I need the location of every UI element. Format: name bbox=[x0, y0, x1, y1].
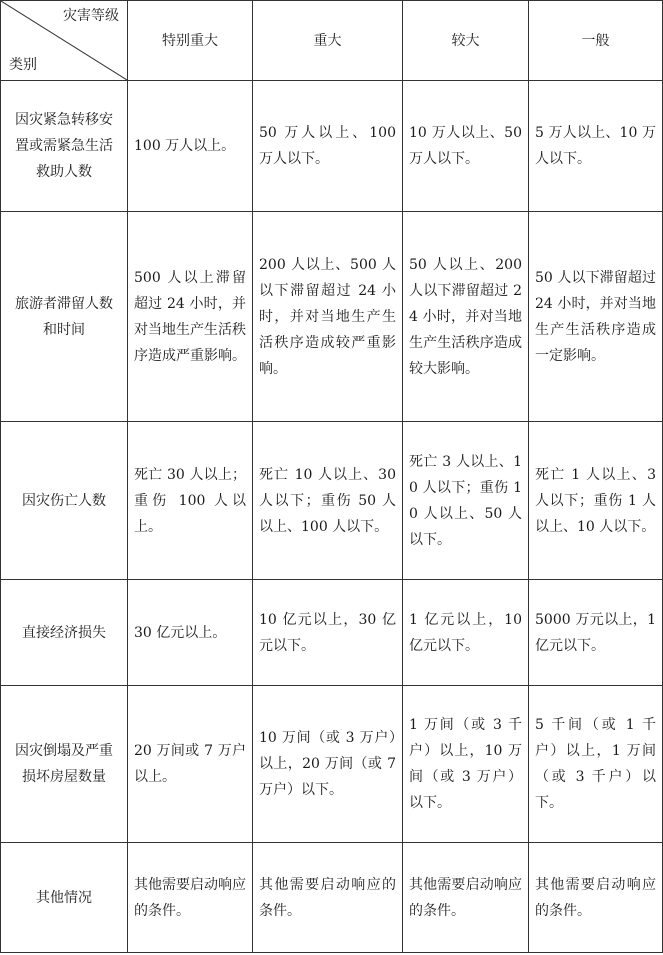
table-cell: 10 万人以上、50 万人以下。 bbox=[403, 81, 529, 212]
table-cell: 其他需要启动响应的条件。 bbox=[403, 843, 529, 953]
table-row bbox=[1, 81, 663, 212]
table-cell: 10 亿元以上，30 亿元以下。 bbox=[253, 580, 403, 686]
header-level-major: 重大 bbox=[253, 1, 403, 81]
header-level-general: 一般 bbox=[529, 1, 663, 81]
table-cell: 200 人以上、500 人以下滞留超过 24 小时，并对当地生产生活秩序造成较严重影响。 bbox=[253, 212, 403, 422]
header-level-large: 较大 bbox=[403, 1, 529, 81]
table-cell: 5 千间（或 1 千户）以上，1 万间（或 3 千户）以下。 bbox=[529, 686, 663, 843]
table-cell: 其他需要启动响应的条件。 bbox=[128, 843, 253, 953]
table-row bbox=[1, 580, 663, 686]
table-cell: 500 人以上滞留超过 24 小时，并对当地生产生活秩序造成严重影响。 bbox=[128, 212, 253, 422]
row-category: 旅游者滞留人数和时间 bbox=[1, 212, 128, 422]
table-row bbox=[1, 686, 663, 843]
table-cell: 50 人以上、200 人以下滞留超过 24 小时，并对当地生产生活秩序造成较大影响。 bbox=[403, 212, 529, 422]
table-cell: 其他需要启动响应的条件。 bbox=[529, 843, 663, 953]
header-level-extraordinary: 特别重大 bbox=[128, 1, 253, 81]
table-cell: 50 人以下滞留超过 24 小时，并对当地生产生活秩序造成一定影响。 bbox=[529, 212, 663, 422]
table-cell: 死亡 10 人以上、30 人以下；重伤 50 人以上、100 人以下。 bbox=[253, 422, 403, 580]
table-row bbox=[1, 422, 663, 580]
table-row bbox=[1, 212, 663, 422]
table-cell: 死亡 1 人以上、3 人以下；重伤 1 人以上、10 人以下。 bbox=[529, 422, 663, 580]
table-cell: 100 万人以上。 bbox=[128, 81, 253, 212]
row-category: 因灾紧急转移安置或需紧急生活救助人数 bbox=[1, 81, 128, 212]
row-category: 因灾伤亡人数 bbox=[1, 422, 128, 580]
table-cell: 其他需要启动响应的条件。 bbox=[253, 843, 403, 953]
table-cell: 5 万人以上、10 万人以下。 bbox=[529, 81, 663, 212]
table-cell: 50 万人以上、100 万人以下。 bbox=[253, 81, 403, 212]
row-category: 因灾倒塌及严重损坏房屋数量 bbox=[1, 686, 128, 843]
table-cell: 死亡 3 人以上、10 人以下；重伤 10 人以上、50 人以下。 bbox=[403, 422, 529, 580]
row-category: 其他情况 bbox=[1, 843, 128, 953]
corner-header-cell bbox=[1, 1, 128, 81]
table-cell: 死亡 30 人以上；重伤 100 人以上。 bbox=[128, 422, 253, 580]
table-cell: 20 万间或 7 万户以上。 bbox=[128, 686, 253, 843]
table-cell: 30 亿元以上。 bbox=[128, 580, 253, 686]
table-cell: 1 万间（或 3 千户）以上，10 万间（或 3 万户）以下。 bbox=[403, 686, 529, 843]
table-cell: 5000 万元以上，1 亿元以下。 bbox=[529, 580, 663, 686]
header-row bbox=[1, 1, 663, 81]
table-cell: 10 万间（或 3 万户）以上，20 万间（或 7 万户）以下。 bbox=[253, 686, 403, 843]
corner-label-level: 灾害等级 bbox=[63, 8, 119, 24]
corner-label-category: 类别 bbox=[9, 57, 37, 73]
row-category: 直接经济损失 bbox=[1, 580, 128, 686]
table-row bbox=[1, 843, 663, 953]
table-cell: 1 亿元以上，10 亿元以下。 bbox=[403, 580, 529, 686]
